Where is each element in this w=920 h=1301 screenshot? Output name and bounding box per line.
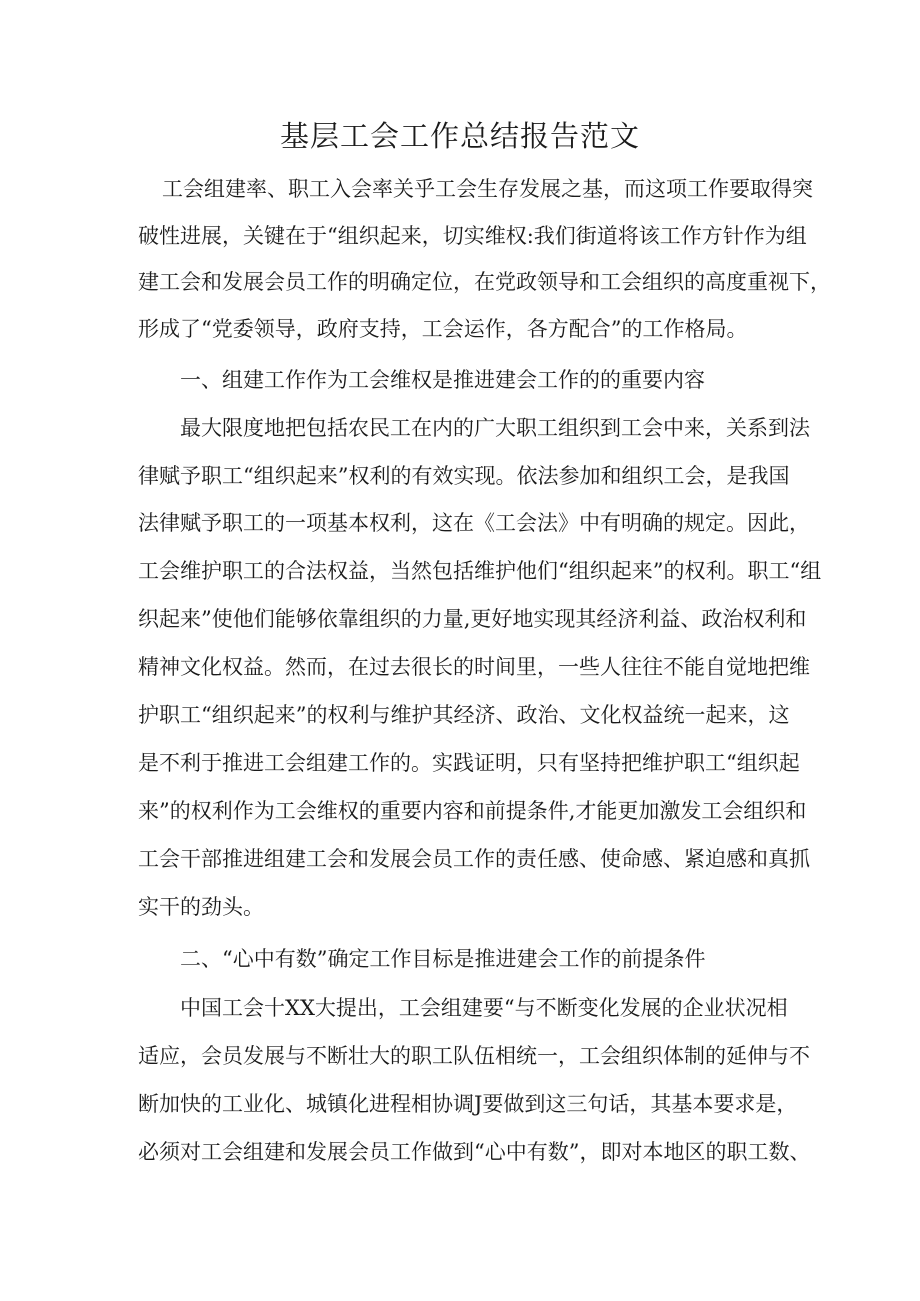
- document-title: 基层工会工作总结报告范文: [279, 119, 640, 153]
- paragraph-line: 精神文化权益。然而，在过去很长的时间里，一些人往往不能自觉地把维: [138, 655, 810, 679]
- section-heading: 二、“心中有数”确定工作目标是推进建会工作的前提条件: [180, 947, 706, 971]
- paragraph-line: 工会维护职工的合法权益，当然包括维护他们“组织起来”的权利。职工“组: [138, 559, 822, 583]
- paragraph-line: 律赋予职工“组织起来”权利的有效实现。依法参加和组织工会，是我国: [138, 464, 790, 488]
- section-heading: 一、组建工作作为工会维权是推进建会工作的的重要内容: [180, 368, 705, 392]
- paragraph-line: 护职工“组织起来”的权利与维护其经济、政治、文化权益统一起来，这: [138, 703, 790, 727]
- paragraph-line: 来”的权利作为工会维权的重要内容和前提条件,才能更加激发工会组织和: [138, 799, 807, 823]
- paragraph-line: 形成了“党委领导，政府支持，工会运作，各方配合”的工作格局。: [138, 317, 748, 341]
- paragraph-line: 织起来”使他们能够依靠组织的力量,更好地实现其经济利益、政治权利和: [138, 607, 807, 631]
- paragraph-line: 中国工会十XX大提出，工会组建要“与不断变化发展的企业状况相: [180, 996, 788, 1020]
- paragraph-line: 最大限度地把包括农民工在内的广大职工组织到工会中来，关系到法: [180, 416, 810, 440]
- paragraph-line: 是不利于推进工会组建工作的。实践证明，只有坚持把维护职工“组织起: [138, 751, 800, 775]
- paragraph-line: 必须对工会组建和发展会员工作做到“心中有数”，即对本地区的职工数、: [138, 1140, 811, 1164]
- paragraph-line: 适应，会员发展与不断壮大的职工队伍相统一，工会组织体制的延伸与不: [138, 1044, 810, 1068]
- paragraph-line: 法律赋予职工的一项基本权利，这在《工会法》中有明确的规定。因此，: [138, 511, 810, 535]
- paragraph-line: 工会组建率、职工入会率关乎工会生存发展之基，而这项工作要取得突: [162, 177, 813, 201]
- paragraph-line: 断加快的工业化、城镇化进程相协调J要做到这三句话，其基本要求是，: [138, 1092, 798, 1116]
- paragraph-line: 破性进展，关键在于“组织起来，切实维权:我们街道将该工作方针作为组: [138, 224, 807, 248]
- paragraph-line: 实干的劲头。: [138, 895, 264, 919]
- paragraph-line: 建工会和发展会员工作的明确定位，在党政领导和工会组织的高度重视下，: [138, 270, 831, 294]
- paragraph-line: 工会干部推进组建工会和发展会员工作的责任感、使命感、紧迫感和真抓: [138, 847, 810, 871]
